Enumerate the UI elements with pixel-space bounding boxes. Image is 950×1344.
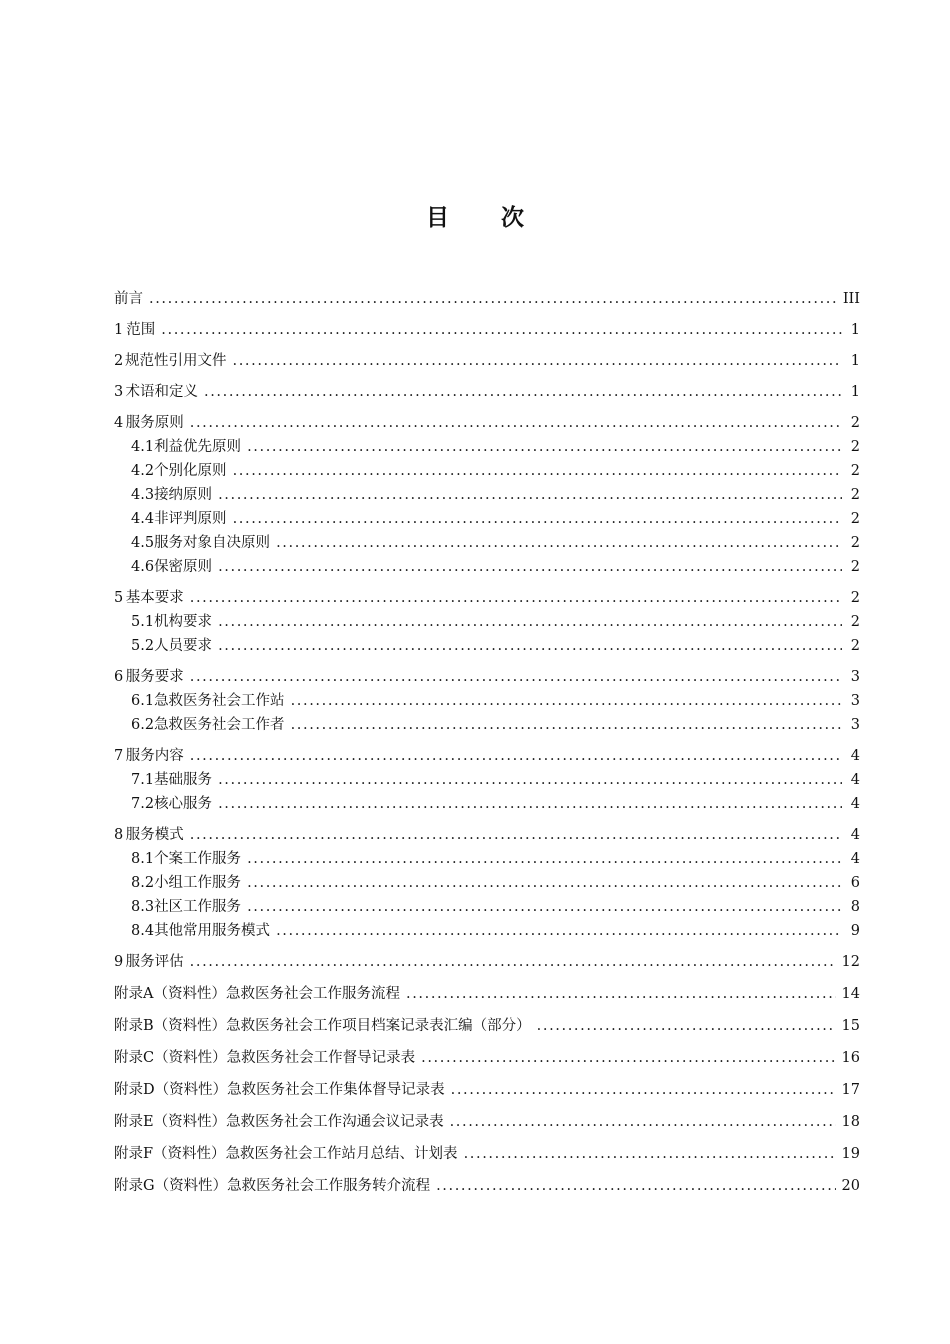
toc-entry-title: 急救医务社会工作督导记录表: [226, 1050, 416, 1066]
toc-entry-page: 16: [841, 1050, 860, 1066]
toc-entry[interactable]: [114, 1110, 860, 1134]
toc-entry-number: 附录B（资料性）: [114, 1018, 227, 1034]
toc-entry-title: 接纳原则: [154, 487, 213, 503]
toc-leader-dots: [233, 349, 843, 373]
toc-entry[interactable]: [114, 507, 860, 531]
toc-entry-title: 社区工作服务: [154, 899, 242, 915]
toc-entry[interactable]: [114, 823, 860, 847]
toc-entry-number: 4.6: [131, 559, 155, 575]
toc-entry-title: 规范性引用文件: [125, 353, 227, 369]
toc-entry-number: 4.2: [131, 463, 155, 479]
toc-leader-dots: [233, 507, 842, 531]
toc-entry-title: 个案工作服务: [154, 851, 242, 867]
toc-leader-dots: [464, 1142, 836, 1166]
toc-entry-number: 附录A（资料性）: [114, 986, 226, 1002]
toc-leader-dots: [406, 982, 836, 1006]
toc-entry-page: 3: [850, 717, 860, 733]
toc-entry-page: 4: [850, 827, 860, 843]
toc-leader-dots: [436, 1174, 835, 1198]
toc-leader-dots: [247, 435, 842, 459]
toc-entry-page: 2: [850, 590, 860, 606]
page-title-part1: 目: [426, 205, 449, 231]
toc-entry-page: 2: [850, 463, 860, 479]
toc-entry-title: 其他常用服务模式: [154, 923, 271, 939]
toc-entry-title: 服务要求: [125, 669, 184, 685]
toc-entry-page: 4: [850, 796, 860, 812]
toc-entry[interactable]: [114, 1142, 860, 1166]
page-title-part2: 次: [501, 205, 524, 231]
toc-entry[interactable]: [114, 435, 860, 459]
toc-entry-page: 9: [850, 923, 860, 939]
toc-entry-page: 8: [850, 899, 860, 915]
toc-entry[interactable]: [114, 871, 860, 895]
toc-entry[interactable]: [114, 689, 860, 713]
toc-entry-page: 2: [850, 638, 860, 654]
toc-entry[interactable]: [114, 459, 860, 483]
toc-entry-number: 3: [114, 384, 124, 400]
toc-leader-dots: [218, 768, 842, 792]
toc-entry[interactable]: [114, 1046, 860, 1070]
toc-entry[interactable]: [114, 982, 860, 1006]
toc-entry-page: 2: [850, 439, 860, 455]
toc-leader-dots: [190, 823, 842, 847]
toc-entry-number: 7.1: [131, 772, 155, 788]
toc-entry-title: 基本要求: [125, 590, 184, 606]
toc-leader-dots: [247, 847, 842, 871]
toc-entry[interactable]: [114, 1174, 860, 1198]
toc-entry-page: 1: [850, 384, 860, 400]
toc-entry-title: 核心服务: [154, 796, 213, 812]
toc-entry-page: 15: [841, 1018, 860, 1034]
toc-entry-number: 4: [114, 415, 124, 431]
toc-entry[interactable]: [114, 1014, 860, 1038]
toc-entry[interactable]: [114, 610, 860, 634]
toc-leader-dots: [218, 555, 842, 579]
toc-entry-title: 急救医务社会工作项目档案记录表汇编（部分）: [226, 1018, 531, 1034]
toc-entry-page: 18: [841, 1114, 860, 1130]
toc-entry-page: 2: [850, 415, 860, 431]
toc-entry-number: 附录C（资料性）: [114, 1050, 227, 1066]
toc-entry-title: 利益优先原则: [154, 439, 242, 455]
toc-leader-dots: [233, 459, 842, 483]
toc-entry-number: 8.4: [131, 923, 155, 939]
toc-entry-number: 6: [114, 669, 124, 685]
toc-entry-number: 6.2: [131, 717, 155, 733]
toc-entry-number: 附录F（资料性）: [114, 1146, 226, 1162]
toc-entry[interactable]: [114, 318, 860, 342]
toc-entry-number: 8.2: [131, 875, 155, 891]
toc-entry-title: 个别化原则: [154, 463, 227, 479]
toc-entry-title: 非评判原则: [154, 511, 227, 527]
toc-entry-page: 2: [850, 559, 860, 575]
toc-entry-number: 2: [114, 353, 124, 369]
toc-entry-page: 3: [850, 693, 860, 709]
toc-entry-number: 6.1: [131, 693, 155, 709]
toc-entry-title: 范围: [126, 322, 156, 338]
toc-entry-number: 附录E（资料性）: [114, 1114, 227, 1130]
toc-entry[interactable]: [114, 847, 860, 871]
toc-leader-dots: [190, 411, 842, 435]
toc-entry[interactable]: [114, 950, 860, 974]
toc-entry[interactable]: [114, 634, 860, 658]
toc-leader-dots: [204, 380, 842, 404]
toc-entry-number: 9: [114, 954, 124, 970]
toc-leader-dots: [218, 792, 842, 816]
toc-entry-number: 4.3: [131, 487, 155, 503]
toc-entry-title: 服务内容: [125, 748, 184, 764]
toc-leader-dots: [190, 586, 842, 610]
toc-entry-title: 小组工作服务: [154, 875, 242, 891]
toc-entry-number: 附录D（资料性）: [114, 1082, 228, 1098]
toc-entry-title: 急救医务社会工作集体督导记录表: [227, 1082, 445, 1098]
toc-entry-title: 急救医务社会工作沟通会议记录表: [226, 1114, 444, 1130]
toc-entry-number: 5: [114, 590, 124, 606]
toc-leader-dots: [247, 895, 842, 919]
toc-entry[interactable]: [114, 792, 860, 816]
toc-entry-title: 保密原则: [154, 559, 213, 575]
toc-entry-page: 4: [850, 748, 860, 764]
toc-entry-number: 5.2: [131, 638, 155, 654]
toc-leader-dots: [450, 1110, 836, 1134]
toc-leader-dots: [190, 665, 842, 689]
toc-entry-page: 2: [850, 487, 860, 503]
toc-entry[interactable]: [114, 713, 860, 737]
toc-leader-dots: [276, 531, 842, 555]
toc-entry-number: 5.1: [131, 614, 155, 630]
toc-entry-number: 4.1: [131, 439, 155, 455]
toc-entry-page: 4: [850, 851, 860, 867]
toc-entry-number: 4.4: [131, 511, 155, 527]
toc-entry[interactable]: [114, 586, 860, 610]
toc-entry-page: 3: [850, 669, 860, 685]
toc-leader-dots: [537, 1014, 836, 1038]
toc-entry-number: 4.5: [131, 535, 155, 551]
toc-entry-title: 基础服务: [154, 772, 213, 788]
toc-entry-page: 2: [850, 614, 860, 630]
page-title: [0, 200, 950, 236]
toc-leader-dots: [276, 919, 842, 943]
toc-entry-page: 2: [850, 511, 860, 527]
toc-entry-number: 8.1: [131, 851, 155, 867]
toc-entry[interactable]: [114, 895, 860, 919]
toc-entry-title: 急救医务社会工作站: [154, 693, 285, 709]
toc-entry-title: 术语和定义: [125, 384, 199, 400]
toc-entry-title: 急救医务社会工作站月总结、计划表: [225, 1146, 458, 1162]
toc-entry[interactable]: [114, 768, 860, 792]
toc-entry-page: 20: [841, 1178, 860, 1194]
toc-leader-dots: [218, 483, 842, 507]
toc-leader-dots: [291, 689, 842, 713]
toc-entry[interactable]: [114, 555, 860, 579]
toc-entry-page: 19: [841, 1146, 860, 1162]
toc-entry[interactable]: [114, 531, 860, 555]
toc-entry-page: 6: [850, 875, 860, 891]
toc-entry-number: 附录G（资料性）: [114, 1178, 228, 1194]
toc-entry-page: 4: [850, 772, 860, 788]
toc-entry-number: 7: [114, 748, 124, 764]
toc-entry-number: 1: [114, 322, 124, 338]
toc-entry-number: 8.3: [131, 899, 155, 915]
toc-leader-dots: [291, 713, 842, 737]
toc-entry[interactable]: [114, 287, 860, 311]
toc-entry[interactable]: [114, 665, 860, 689]
toc-entry[interactable]: [114, 411, 860, 435]
toc-leader-dots: [218, 610, 842, 634]
toc-entry[interactable]: [114, 744, 860, 768]
toc-entry-page: III: [842, 291, 860, 307]
toc-entry[interactable]: [114, 1078, 860, 1102]
toc-leader-dots: [218, 634, 842, 658]
toc-entry-page: 12: [841, 954, 860, 970]
toc-entry-page: 17: [841, 1082, 860, 1098]
toc-leader-dots: [190, 744, 842, 768]
toc-entry-title: 服务模式: [125, 827, 184, 843]
toc-entry-page: 2: [850, 535, 860, 551]
toc-leader-dots: [451, 1078, 836, 1102]
toc-leader-dots: [247, 871, 842, 895]
toc-entry-title: 前言: [114, 291, 143, 307]
toc-leader-dots: [149, 287, 837, 311]
toc-leader-dots: [421, 1046, 835, 1070]
toc-entry-page: 1: [850, 353, 860, 369]
toc-entry-title: 机构要求: [154, 614, 213, 630]
toc-entry-title: 服务评估: [125, 954, 184, 970]
toc-entry-number: 8: [114, 827, 124, 843]
toc-entry[interactable]: [114, 919, 860, 943]
toc-entry-title: 服务原则: [125, 415, 184, 431]
toc-entry-title: 急救医务社会工作者: [154, 717, 285, 733]
toc-leader-dots: [161, 318, 842, 342]
toc-entry[interactable]: [114, 380, 860, 404]
toc-entry-page: 14: [841, 986, 860, 1002]
toc-entry-title: 急救医务社会工作服务流程: [225, 986, 400, 1002]
toc-entry-title: 急救医务社会工作服务转介流程: [227, 1178, 431, 1194]
toc-entry[interactable]: [114, 483, 860, 507]
table-of-contents: [114, 287, 860, 1198]
toc-entry-title: 服务对象自决原则: [154, 535, 271, 551]
toc-leader-dots: [190, 950, 836, 974]
toc-entry[interactable]: [114, 349, 860, 373]
toc-entry-number: 7.2: [131, 796, 155, 812]
toc-entry-title: 人员要求: [154, 638, 213, 654]
toc-entry-page: 1: [850, 322, 860, 338]
